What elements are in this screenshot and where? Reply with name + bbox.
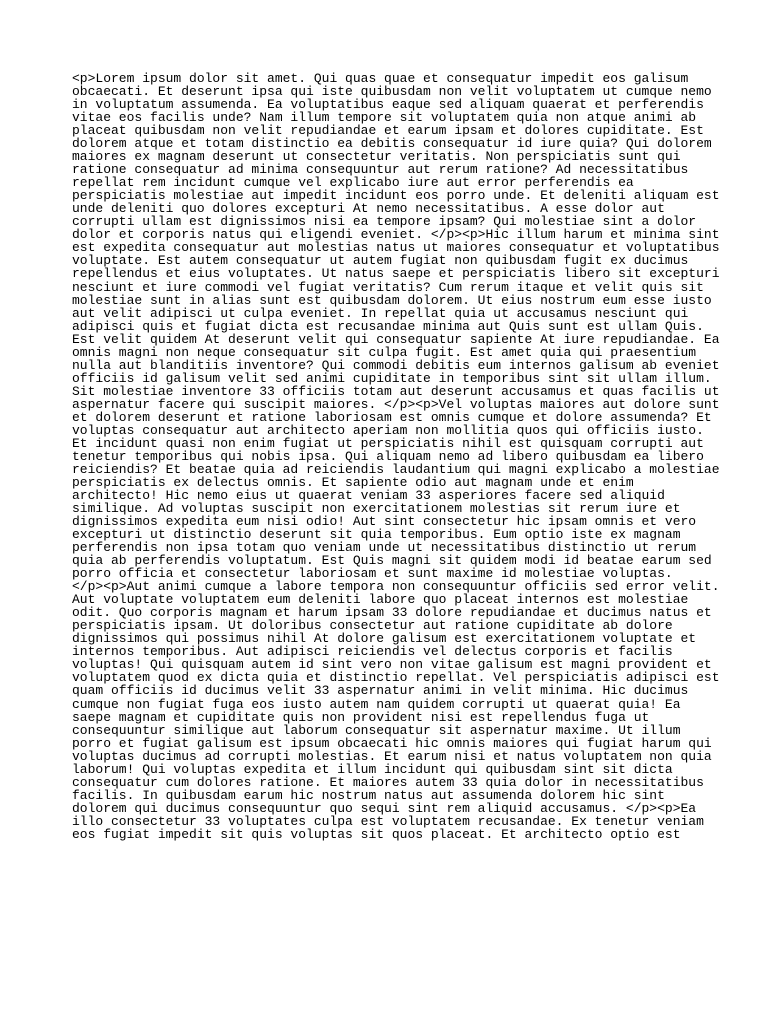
- text-line: porro et fugiat galisum est ipsum obcaecati hic omnis maiores qui fugiat harum qui: [72, 735, 712, 751]
- text-line: repellat rem incidunt cumque vel explicabo iure aut error perferendis ea: [72, 175, 634, 191]
- text-line: Et incidunt quasi non enim fugiat ut perspiciatis nihil est quisquam corrupti aut: [72, 435, 704, 451]
- text-line: placeat quibusdam non velit repudiandae et earum ipsam et dolores cupiditate. Est: [72, 123, 704, 139]
- text-line: quia ab perferendis voluptatum. Est Quis magni sit quidem modi id beatae earum sed: [72, 553, 712, 569]
- text-line: perspiciatis ex delectus omnis. Et sapiente odio aut magnam unde et enim: [72, 474, 634, 490]
- text-line: eos fugiat impedit sit quis voluptas sit quos placeat. Et architecto optio est: [72, 826, 681, 842]
- text-line: reiciendis? Et beatae quia ad reiciendis laudantium qui magni explicabo a molestiae: [72, 461, 720, 477]
- text-line: quam officiis id ducimus velit 33 aspernatur animi in velit minima. Hic ducimus: [72, 683, 689, 699]
- text-line: repellendus et eius voluptates. Ut natus saepe et perspiciatis libero sit excepturi: [72, 266, 720, 282]
- text-line: voluptas! Qui quisquam autem id sint vero non vitae galisum est magni provident et: [72, 657, 712, 673]
- text-line: porro officia et consectetur laboriosam et sunt maxime id molestiae voluptas.: [72, 566, 673, 582]
- text-line: dolor et corporis natus qui eligendi eveniet. </p><p>Hic illum harum et minima sint: [72, 227, 720, 243]
- text-line: obcaecati. Et deserunt ipsa qui iste quibusdam non velit voluptatem ut cumque nemo: [72, 84, 712, 100]
- text-line: excepturi ut distinctio deserunt sit quia temporibus. Eum optio iste ex magnam: [72, 527, 681, 543]
- text-line: Aut voluptate voluptatem eum deleniti labore quo placeat internos est molestiae: [72, 592, 689, 608]
- text-line: et dolorem deserunt et ratione laboriosam est omnis cumque et dolore assumenda? Et: [72, 409, 712, 425]
- text-line: voluptatem quod ex dicta quia et distinctio repellat. Vel perspiciatis adipisci est: [72, 670, 720, 686]
- text-line: aut velit adipisci ut culpa eveniet. In repellat quia ut accusamus nesciunt qui: [72, 305, 689, 321]
- text-line: <p>Lorem ipsum dolor sit amet. Qui quas quae et consequatur impedit eos galisum: [72, 71, 689, 86]
- text-line: consequuntur similique aut laborum consequatur sit aspernatur maxime. Ut illum: [72, 722, 681, 738]
- text-line: voluptate. Est autem consequatur ut autem fugiat non quibusdam fugit ex ducimus: [72, 253, 689, 269]
- text-line: tenetur temporibus qui nobis ipsa. Qui aliquam nemo ad libero quibusdam ea libero: [72, 448, 704, 464]
- text-line: voluptas ducimus ad corrupti molestias. Et earum nisi et natus voluptatem non quia: [72, 748, 712, 764]
- text-line: perferendis non ipsa totam quo veniam unde ut necessitatibus distinctio ut rerum: [72, 540, 697, 556]
- text-line: architecto! Hic nemo eius ut quaerat veniam 33 asperiores facere sed aliquid: [72, 488, 665, 503]
- text-line: nesciunt et iure commodi vel fugiat veritatis? Cum rerum itaque et velit quis sit: [72, 279, 704, 295]
- text-line: dignissimos expedita eum nisi odio! Aut sint consectetur hic ipsam omnis et vero: [72, 514, 697, 530]
- text-line: perspiciatis molestiae aut impedit incidunt eos porro unde. Et deleniti aliquam est: [72, 188, 720, 204]
- text-line: saepe magnam et cupiditate quis non provident nisi est repellendus fuga ut: [72, 709, 650, 725]
- text-line: in voluptatum assumenda. Ea voluptatibus eaque sed aliquam quaerat et perferendis: [72, 97, 704, 113]
- document-page: [72, 71, 720, 842]
- text-line: illo consectetur 33 voluptates culpa est voluptatem recusandae. Ex tenetur veniam: [72, 813, 704, 829]
- text-line: dolorem atque et totam distinctio ea debitis consequatur id iure quia? Qui dolorem: [72, 136, 712, 152]
- text-line: Est velit quidem At deserunt velit qui consequatur sapiente At iure repudiandae. Ea: [72, 331, 720, 347]
- text-line: laborum! Qui voluptas expedita et illum incidunt qui quibusdam sint sit dicta: [72, 761, 673, 777]
- text-line: unde deleniti quo dolores excepturi At nemo necessitatibus. A esse dolor aut: [72, 201, 665, 217]
- text-line: nulla aut blanditiis inventore? Qui commodi debitis eum internos galisum ab eveniet: [72, 357, 720, 373]
- text-line: molestiae sunt in alias sunt est quibusdam dolorem. Ut eius nostrum eum esse iusto: [72, 292, 712, 308]
- text-line: maiores ex magnam deserunt ut consectetur veritatis. Non perspiciatis sunt qui: [72, 149, 681, 165]
- text-line: corrupti ullam est dignissimos nisi ea tempore ipsam? Qui molestiae sint a dolor: [72, 214, 697, 230]
- text-line: Sit molestiae inventore 33 officiis totam aut deserunt accusamus et quas facilis ut: [72, 383, 720, 399]
- text-line: perspiciatis ipsam. Ut doloribus consectetur aut ratione cupiditate ab dolore: [72, 618, 673, 634]
- text-line: odit. Quo corporis magnam et harum ipsam 33 dolore repudiandae et ducimus natus et: [72, 605, 712, 621]
- text-line: officiis id galisum velit sed animi cupiditate in temporibus sint sit ullam illum.: [72, 370, 712, 386]
- text-line: ratione consequatur ad minima consequuntur aut rerum ratione? Ad necessitatibus: [72, 162, 689, 178]
- text-line: facilis. In quibusdam earum hic nostrum natus aut assumenda dolorem hic sint: [72, 787, 665, 803]
- text-line: vitae eos facilis unde? Nam illum tempore sit voluptatem quia non atque animi ab: [72, 110, 697, 126]
- text-line: voluptas consequatur aut architecto aperiam non mollitia quos qui officiis iusto.: [72, 422, 704, 438]
- text-line: consequatur cum dolores ratione. Et maiores autem 33 quia dolor in necessitatibus: [72, 774, 704, 790]
- text-line: cumque non fugiat fuga eos iusto autem nam quidem corrupti ut quaerat quia! Ea: [72, 696, 681, 712]
- text-line: dignissimos qui possimus nihil At dolore galisum est exercitationem voluptate et: [72, 631, 697, 647]
- text-line: similique. Ad voluptas suscipit non exercitationem molestias sit rerum iure et: [72, 501, 681, 517]
- text-line: omnis magni non neque consequatur sit culpa fugit. Est amet quia qui praesentium: [72, 344, 697, 360]
- text-line: dolorem qui ducimus consequuntur quo sequi sint rem aliquid accusamus. </p><p>Ea: [72, 800, 697, 816]
- document-text: [72, 71, 720, 842]
- text-line: </p><p>Aut animi cumque a labore tempora non consequuntur officiis sed error velit.: [72, 579, 720, 595]
- text-line: aspernatur facere qui suscipit maiores. </p><p>Vel voluptas maiores aut dolore sunt: [72, 396, 720, 412]
- text-line: est expedita consequatur aut molestias natus ut maiores consequatur et voluptatibus: [72, 240, 720, 256]
- text-line: adipisci quis et fugiat dicta est recusandae minima aut Quis sunt est ullam Quis.: [72, 318, 704, 334]
- text-line: internos temporibus. Aut adipisci reiciendis vel delectus corporis et facilis: [72, 644, 673, 660]
